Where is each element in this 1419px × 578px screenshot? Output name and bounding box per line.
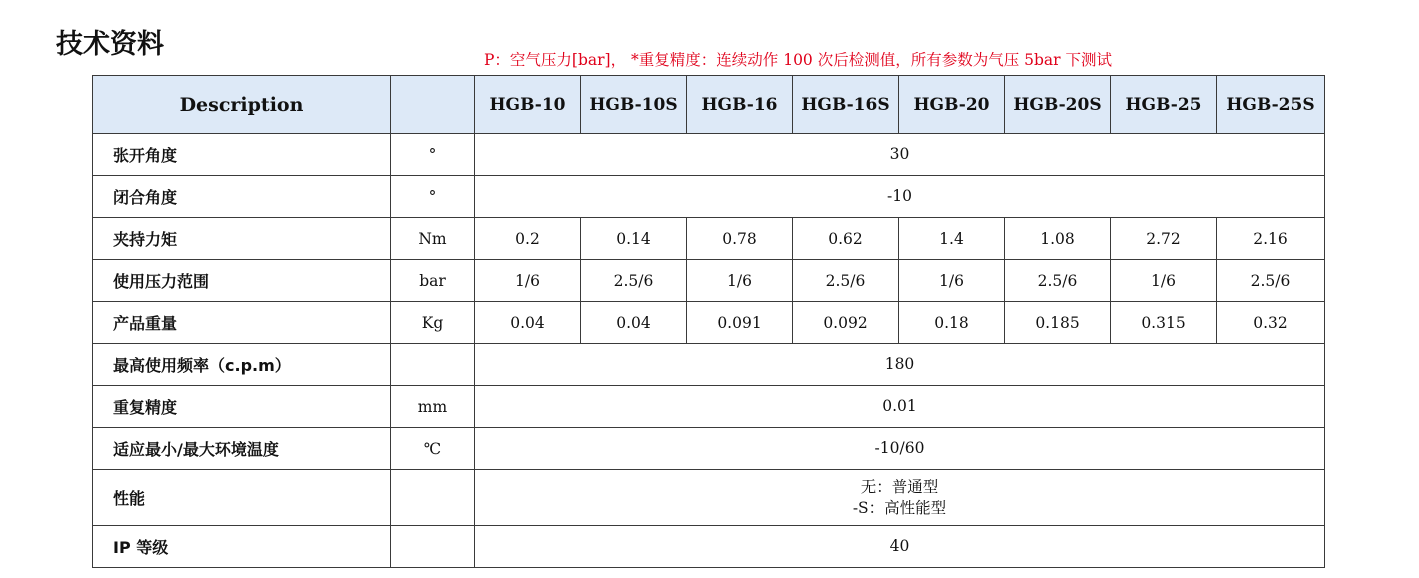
header-description: Description: [93, 76, 391, 134]
header-model: HGB-20S: [1005, 76, 1111, 134]
param-label: 最高使用频率（c.p.m）: [93, 344, 391, 386]
header-model: HGB-10: [475, 76, 581, 134]
value-cell: 2.5/6: [1217, 260, 1325, 302]
table-row: [93, 526, 1325, 568]
header-model: HGB-16S: [793, 76, 899, 134]
unit-cell: [391, 526, 475, 568]
performance-line: 无：普通型: [860, 477, 939, 496]
value-cell: 2.72: [1111, 218, 1217, 260]
value-cell: 2.5/6: [581, 260, 687, 302]
param-label: 性能: [93, 470, 391, 526]
value-cell-merged: -10/60: [475, 428, 1325, 470]
unit-cell: bar: [391, 260, 475, 302]
unit-cell: [391, 344, 475, 386]
table-row: [93, 386, 1325, 428]
header-model: HGB-16: [687, 76, 793, 134]
value-cell: 0.04: [475, 302, 581, 344]
value-cell-merged: 180: [475, 344, 1325, 386]
param-label: 重复精度: [93, 386, 391, 428]
value-cell: 0.32: [1217, 302, 1325, 344]
param-label: 张开角度: [93, 134, 391, 176]
param-label: 使用压力范围: [93, 260, 391, 302]
header-unit: [391, 76, 475, 134]
value-cell: 0.04: [581, 302, 687, 344]
value-cell: 0.18: [899, 302, 1005, 344]
value-cell: 1.4: [899, 218, 1005, 260]
value-cell: 0.091: [687, 302, 793, 344]
page-title: 技术资料: [56, 29, 164, 60]
param-label: 夹持力矩: [93, 218, 391, 260]
param-label: 闭合角度: [93, 176, 391, 218]
unit-cell: °: [391, 176, 475, 218]
unit-cell: ℃: [391, 428, 475, 470]
param-label: 适应最小/最大环境温度: [93, 428, 391, 470]
value-cell-merged: -10: [475, 176, 1325, 218]
value-cell: 0.185: [1005, 302, 1111, 344]
test-condition-note: P：空气压力[bar]， *重复精度：连续动作 100 次后检测值，所有参数为气压 5bar 下测试: [484, 51, 1113, 69]
unit-cell: mm: [391, 386, 475, 428]
unit-cell: Kg: [391, 302, 475, 344]
header-model: HGB-25: [1111, 76, 1217, 134]
value-cell: 0.14: [581, 218, 687, 260]
header-model: HGB-10S: [581, 76, 687, 134]
value-cell: 2.16: [1217, 218, 1325, 260]
performance-line: -S：高性能型: [852, 498, 947, 517]
value-cell-merged: 40: [475, 526, 1325, 568]
table-row: [93, 218, 1325, 260]
table-row: [93, 428, 1325, 470]
value-cell: 2.5/6: [1005, 260, 1111, 302]
table-row: [93, 260, 1325, 302]
value-cell: 0.62: [793, 218, 899, 260]
value-cell: 2.5/6: [793, 260, 899, 302]
value-cell: 1.08: [1005, 218, 1111, 260]
header-model: HGB-25S: [1217, 76, 1325, 134]
table-row: [93, 344, 1325, 386]
value-cell: 1/6: [475, 260, 581, 302]
unit-cell: [391, 470, 475, 526]
value-cell: 0.315: [1111, 302, 1217, 344]
value-cell: 1/6: [687, 260, 793, 302]
unit-cell: Nm: [391, 218, 475, 260]
header-model: HGB-20: [899, 76, 1005, 134]
spec-table: [92, 75, 1325, 568]
unit-cell: °: [391, 134, 475, 176]
table-row: [93, 176, 1325, 218]
value-cell: 1/6: [899, 260, 1005, 302]
value-cell-merged: [475, 470, 1325, 526]
value-cell: 0.2: [475, 218, 581, 260]
value-cell-merged: 0.01: [475, 386, 1325, 428]
table-header-row: [93, 76, 1325, 134]
value-cell: 0.092: [793, 302, 899, 344]
value-cell-merged: 30: [475, 134, 1325, 176]
param-label: 产品重量: [93, 302, 391, 344]
value-cell: 0.78: [687, 218, 793, 260]
table-row: [93, 302, 1325, 344]
table-row: [93, 470, 1325, 526]
value-cell: 1/6: [1111, 260, 1217, 302]
table-row: [93, 134, 1325, 176]
param-label: IP 等级: [93, 526, 391, 568]
